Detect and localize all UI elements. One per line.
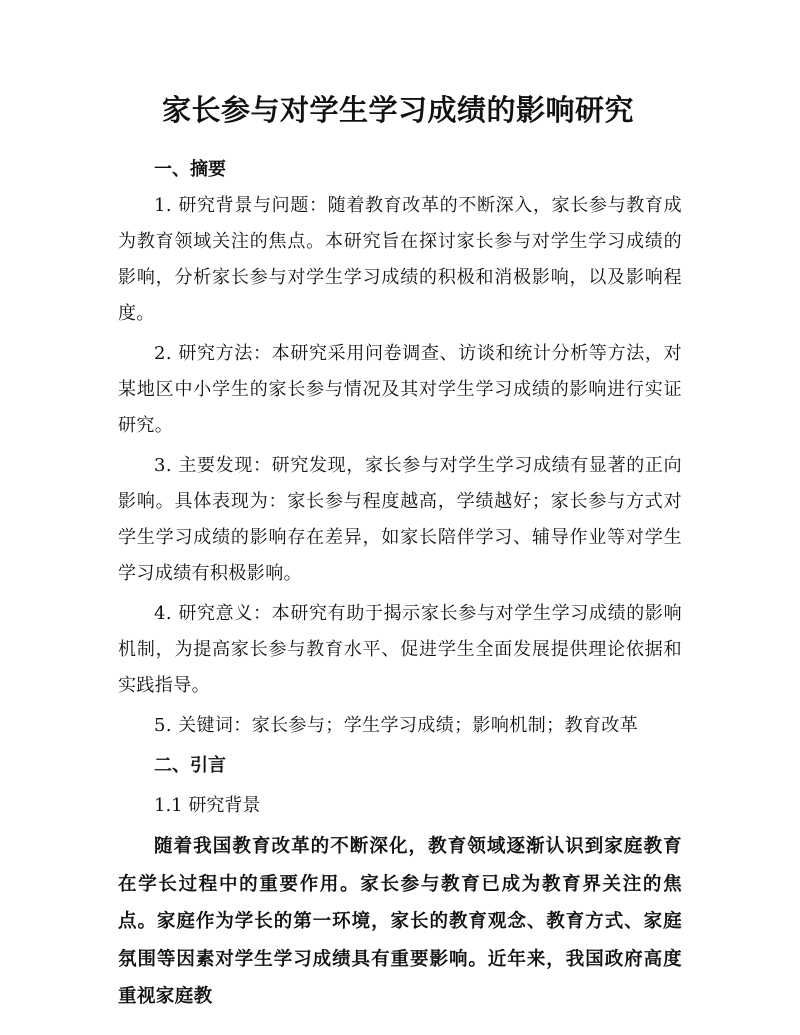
intro-sub-heading: 1.1 研究背景 (154, 795, 261, 816)
intro-heading: 二、引言 (154, 755, 226, 776)
abstract-item-4: 4. 研究意义：本研究有助于揭示家长参与对学生学习成绩的影响机制，为提高家长参与教育水平、促进学生全面发展提供理论依据和实践指导。 (118, 603, 682, 696)
abstract-item-1: 1. 研究背景与问题：随着教育改革的不断深入，家长参与教育成为教育领域关注的焦点。本研究旨在探讨家长参与对学生学习成绩的影响，分析家长参与对学生学习成绩的积极和消极影响，以及影响程度。 (118, 195, 682, 324)
abstract-item-2: 2. 研究方法：本研究采用问卷调查、访谈和统计分析等方法，对某地区中小学生的家长参与情况及其对学生学习成绩的影响进行实证研究。 (118, 343, 682, 436)
document-title: 家长参与对学生学习成绩的影响研究 (161, 93, 634, 127)
abstract-item-5: 5. 关键词：家长参与；学生学习成绩；影响机制；教育改革 (154, 715, 639, 736)
document-page (118, 88, 682, 1016)
intro-paragraph: 随着我国教育改革的不断深化，教育领域逐渐认识到家庭教育在学长过程中的重要作用。家长参与教育已成为教育界关注的焦点。家庭作为学长的第一环境，家长的教育观念、教育方式、家庭氛围等因素对学生学习成绩具有重要影响。近年来，我国政府高度重视家庭教 (118, 836, 682, 1007)
abstract-item-3: 3. 主要发现：研究发现，家长参与对学生学习成绩有显著的正向影响。具体表现为：家长参与程度越高，学绩越好；家长参与方式对学生学习成绩的影响存在差异，如家长陪伴学习、辅导作业等对学生学习成绩有积极影响。 (118, 455, 682, 584)
abstract-heading: 一、摘要 (154, 159, 226, 180)
